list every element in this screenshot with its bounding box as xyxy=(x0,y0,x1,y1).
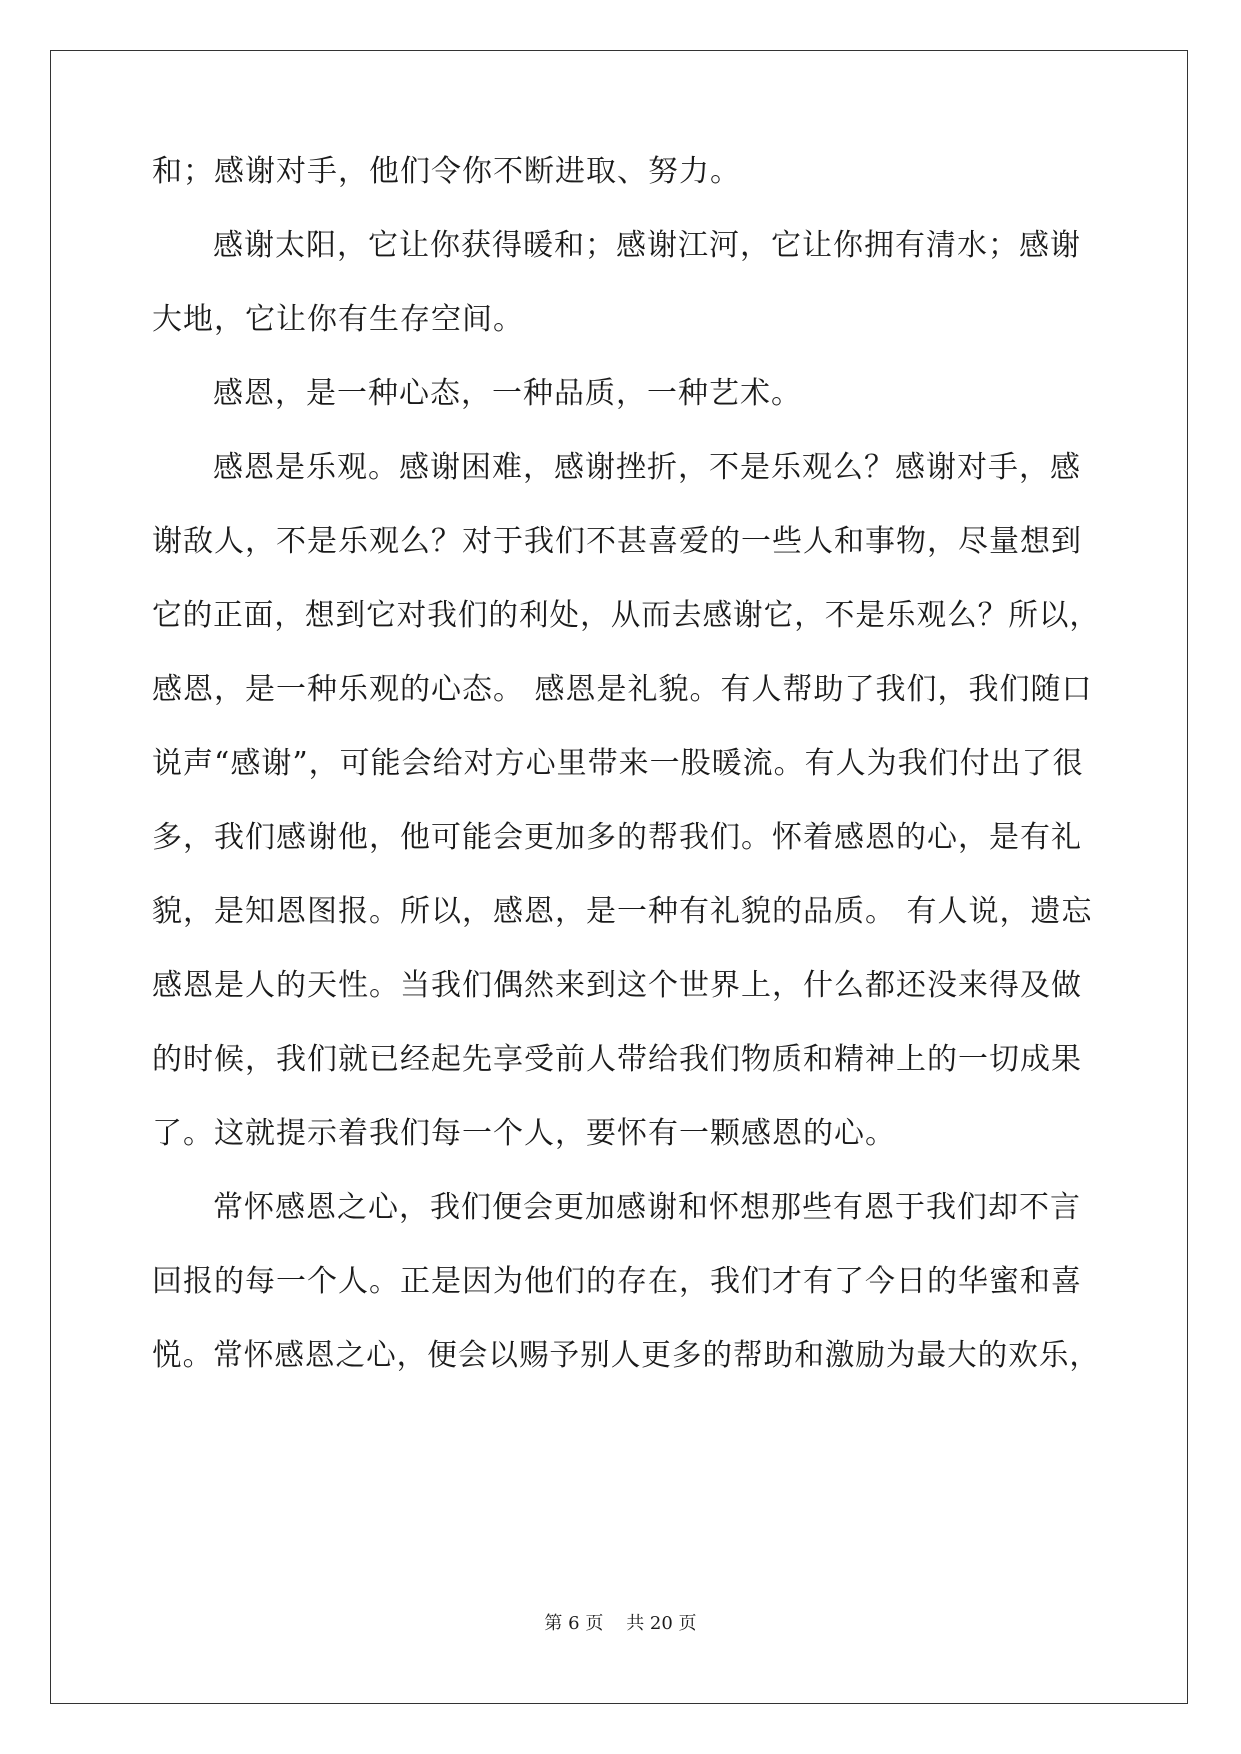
text-line-9: 说声“感谢”，可能会给对方心里带来一股暖流。有人为我们付出了很 xyxy=(152,746,1084,781)
text-line-10: 多，我们感谢他，他可能会更加多的帮我们。怀着感恩的心，是有礼 xyxy=(152,820,1082,855)
text-line-5: 感恩是乐观。感谢困难，感谢挫折，不是乐观么？感谢对手，感 xyxy=(213,450,1081,485)
text-line-13: 的时候，我们就已经起先享受前人带给我们物质和精神上的一切成果 xyxy=(152,1042,1082,1077)
page-border xyxy=(50,50,1188,1704)
text-line-2: 感谢太阳，它让你获得暖和；感谢江河，它让你拥有清水；感谢 xyxy=(213,228,1081,263)
page-footer xyxy=(0,1612,1241,1636)
text-line-14: 了。这就提示着我们每一个人，要怀有一颗感恩的心。 xyxy=(152,1116,896,1151)
text-line-7: 它的正面，想到它对我们的利处，从而去感谢它，不是乐观么？所以， xyxy=(152,598,1100,633)
text-line-16: 回报的每一个人。正是因为他们的存在，我们才有了今日的华蜜和喜 xyxy=(152,1264,1082,1299)
text-line-11: 貌，是知恩图报。所以，感恩，是一种有礼貌的品质。 有人说，遗忘 xyxy=(152,894,1093,929)
text-line-17: 悦。常怀感恩之心，便会以赐予别人更多的帮助和激励为最大的欢乐， xyxy=(152,1338,1100,1373)
text-line-6: 谢敌人，不是乐观么？对于我们不甚喜爱的一些人和事物，尽量想到 xyxy=(152,524,1082,559)
text-line-3: 大地，它让你有生存空间。 xyxy=(152,302,524,337)
text-line-15: 常怀感恩之心，我们便会更加感谢和怀想那些有恩于我们却不言 xyxy=(213,1190,1081,1225)
text-line-8: 感恩，是一种乐观的心态。 感恩是礼貌。有人帮助了我们，我们随口 xyxy=(152,672,1093,707)
text-line-4: 感恩，是一种心态，一种品质，一种艺术。 xyxy=(213,376,802,411)
text-line-12: 感恩是人的天性。当我们偶然来到这个世界上，什么都还没来得及做 xyxy=(152,968,1082,1003)
text-line-1: 和；感谢对手，他们令你不断进取、努力。 xyxy=(152,154,741,189)
page-number-label: 第 6 页 共 20 页 xyxy=(544,1613,697,1634)
